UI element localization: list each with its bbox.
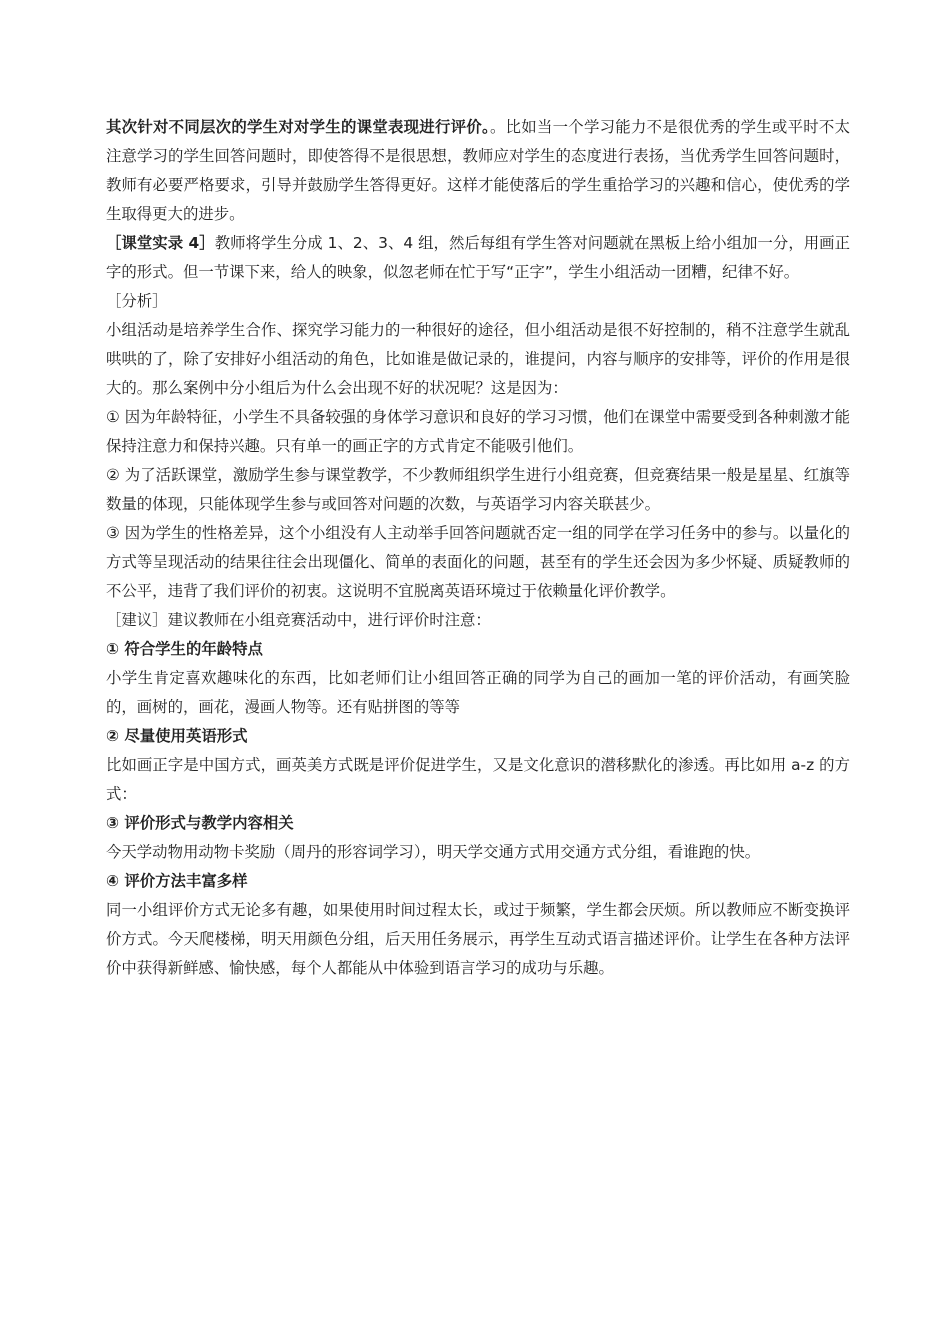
paragraph-reason-1: ① 因为年龄特征，小学生不具备较强的身体学习意识和良好的学习习惯，他们在课堂中需要受到各种刺激才能保持注意力和保持兴趣。只有单一的画正字的方式肯定不能吸引他们。 — [106, 408, 850, 455]
heading-suggestion-3: ③ 评价形式与教学内容相关 — [106, 814, 294, 832]
suggestion-label: ［建议］建议教师在小组竞赛活动中，进行评价时注意： — [106, 611, 491, 629]
paragraph-suggestion-4: 同一小组评价方式无论多有趣，如果使用时间过程太长，或过于频繁，学生都会厌烦。所以教师应不断变换评价方式。今天爬楼梯，明天用颜色分组，后天用任务展示，再学生互动式语言描述评价。让学生在各种方法评价中获得新鲜感、愉快感，每个人都能从中体验到语言学习的成功与乐趣。 — [106, 901, 850, 977]
bold-lead: 其次针对不同层次的学生对对学生的课堂表现进行评价。 — [106, 118, 490, 136]
paragraph-suggestion-3: 今天学动物用动物卡奖励（周丹的形容词学习），明天学交通方式用交通方式分组，看谁跑的快。 — [106, 843, 761, 861]
heading-suggestion-1: ① 符合学生的年龄特点 — [106, 640, 263, 658]
paragraph-suggestion-1: 小学生肯定喜欢趣味化的东西，比如老师们让小组回答正确的同学为自己的画加一笔的评价活动，有画笑脸的，画树的，画花，漫画人物等。还有贴拼图的等等 — [106, 669, 850, 716]
document-body — [106, 113, 850, 983]
heading-suggestion-4: ④ 评价方法丰富多样 — [106, 872, 248, 890]
paragraph-analysis: 小组活动是培养学生合作、探究学习能力的一种很好的途径，但小组活动是很不好控制的，稍不注意学生就乱哄哄的了，除了安排好小组活动的角色，比如谁是做记录的，谁提问，内容与顺序的安排等，评价的作用是很大的。那么案例中分小组后为什么会出现不好的状况呢？这是因为： — [106, 321, 850, 397]
paragraph-evaluation-intro — [106, 113, 850, 229]
paragraph-suggestion-2: 比如画正字是中国方式，画英美方式既是评价促进学生，又是文化意识的潜移默化的渗透。再比如用 a-z 的方式： — [106, 756, 850, 803]
paragraph-reason-2: ② 为了活跃课堂，激励学生参与课堂教学，不少教师组织学生进行小组竞赛，但竞赛结果一般是星星、红旗等数量的体现，只能体现学生参与或回答对问题的次数，与英语学习内容关联甚少。 — [106, 466, 850, 513]
analysis-label: ［分析］ — [106, 292, 168, 310]
paragraph-text: 教师将学生分成 1、2、3、4 组，然后每组有学生答对问题就在黑板上给小组加一分，用画正字的形式。但一节课下来，给人的映象，似忽老师在忙于写“正字”，学生小组活动一团糟，纪律不好。 — [106, 234, 850, 281]
heading-suggestion-2: ② 尽量使用英语形式 — [106, 727, 248, 745]
paragraph-classroom-record — [106, 229, 850, 287]
paragraph-text: 。比如当一个学习能力不是很优秀的学生或平时不太注意学习的学生回答问题时，即使答得不是很思想，教师应对学生的态度进行表扬，当优秀学生回答问题时，教师有必要严格要求，引导并鼓励学生答得更好。这样才能使落后的学生重拾学习的兴趣和信心，使优秀的学生取得更大的进步。 — [106, 118, 850, 223]
paragraph-reason-3: ③ 因为学生的性格差异，这个小组没有人主动举手回答问题就否定一组的同学在学习任务中的参与。以量化的方式等呈现活动的结果往往会出现僵化、简单的表面化的问题，甚至有的学生还会因为多少怀疑、质疑教师的不公平，违背了我们评价的初衷。这说明不宜脱离英语环境过于依赖量化评价教学。 — [106, 524, 850, 600]
classroom-record-label: ［课堂实录 4］ — [106, 234, 215, 252]
